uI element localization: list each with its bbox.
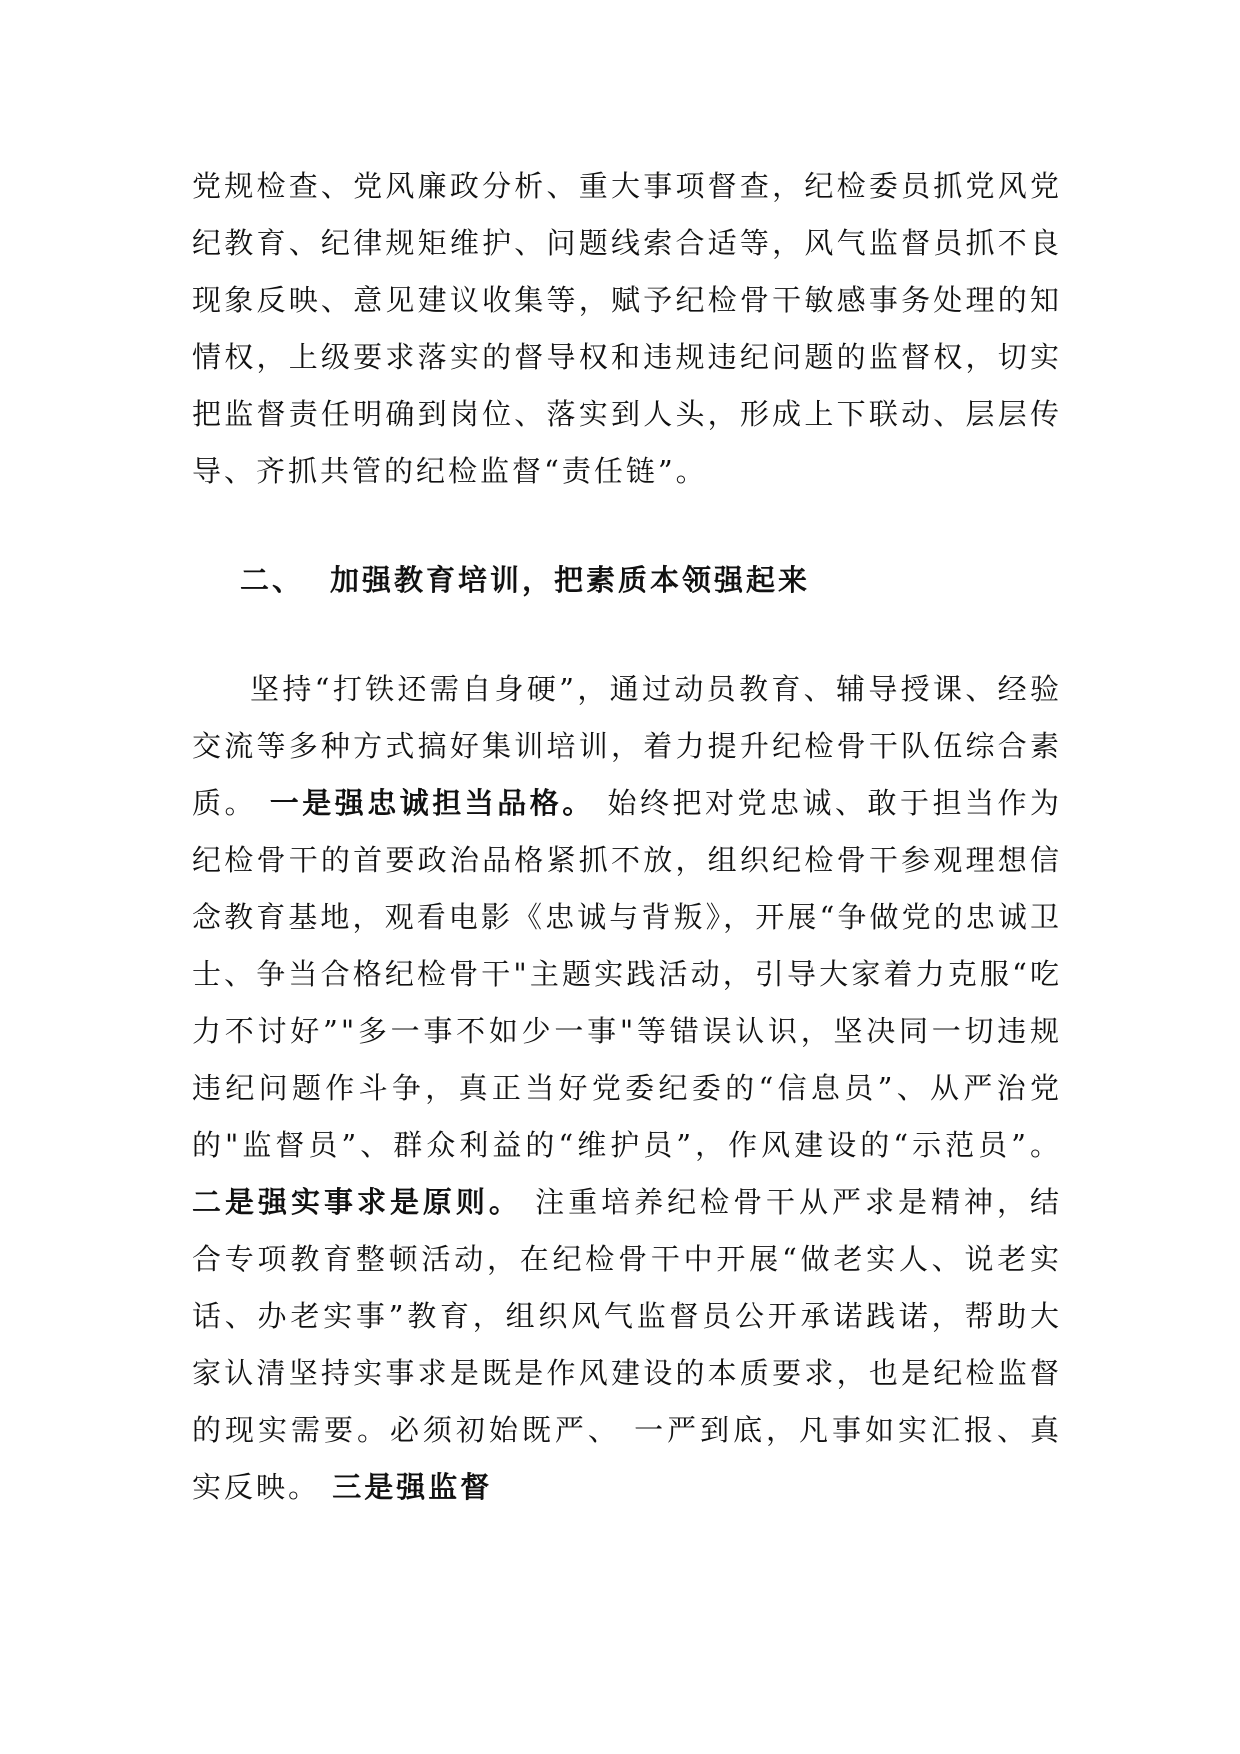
bold-point-two: 二是强实事求是原则。 — [192, 1185, 522, 1219]
section-heading — [192, 552, 1062, 609]
section-heading-number: 二、 — [240, 563, 305, 597]
section-heading-title: 加强教育培训，把素质本领强起来 — [330, 563, 811, 597]
paragraph-text: 坚持“打铁还需自身硬”，通过动员教育、辅导授课、经验交流等多种方式搞好集训培训，着力提升纪检骨干队伍综合素质。 — [192, 672, 1062, 820]
paragraph-education-training — [192, 661, 1062, 1516]
paragraph-responsibility-chain: 党规检查、党风廉政分析、重大事项督查，纪检委员抓党风党纪教育、纪律规矩维护、问题线索合适等，风气监督员抓不良现象反映、意见建议收集等，赋予纪检骨干敏感事务处理的知情权，上级要求落实的督导权和违规违纪问题的监督权，切实把监督责任明确到岗位、落实到人头，形成上下联动、层层传导、齐抓共管的纪检监督“责任链”。 — [192, 169, 1062, 488]
bold-point-one: 一是强忠诚担当品格。 — [269, 786, 595, 820]
paragraph-text: 始终把对党忠诚、敢于担当作为纪检骨干的首要政治品格紧抓不放，组织纪检骨干参观理想信念教育基地，观看电影《忠诚与背叛》，开展“争做党的忠诚卫士、争当合格纪检骨干"主题实践活动，引导大家着力克服“吃力不讨好”"多一事不如少一事"等错误认识，坚决同一切违规违纪问题作斗争，真正当好党委纪委的“信息员”、从严治党的"监督员”、群众利益的“维护员”，作风建设的“示范员”。 — [192, 786, 1063, 1162]
document-body — [192, 158, 1062, 1516]
paragraph-text: 注重培养纪检骨干从严求是精神，结合专项教育整顿活动，在纪检骨干中开展“做老实人、说老实话、办老实事”教育，组织风气监督员公开承诺践诺，帮助大家认清坚持实事求是既是作风建设的本质要求，也是纪检监督的现实需要。必须初始既严、 一严到底，凡事如实汇报、真实反映。 — [192, 1185, 1062, 1504]
bold-point-three: 三是强监督 — [332, 1470, 493, 1504]
